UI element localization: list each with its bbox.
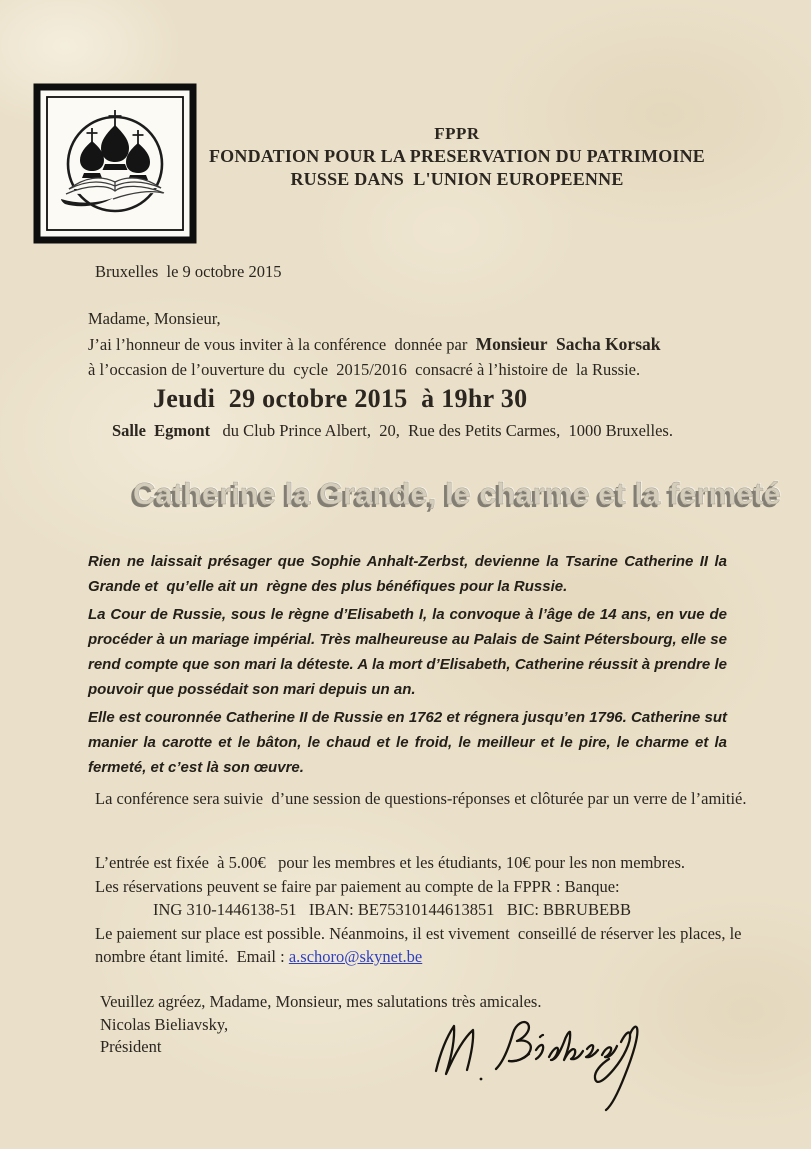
invitation-prefix: J’ai l’honneur de vous inviter à la conférence donnée par (88, 335, 476, 354)
conference-note: La conférence sera suivie d’une session de questions-réponses et clôturée par un verre de l’amitié. (95, 789, 747, 808)
payment-note (95, 922, 757, 969)
venue-name: Salle Egmont (112, 421, 211, 440)
invitation-line-2: à l’occasion de l’ouverture du cycle 2015/2016 consacré à l’histoire de la Russie. (88, 360, 641, 379)
event-datetime: Jeudi 29 octobre 2015 à 19hr 30 (153, 384, 528, 413)
signer-title: Président (100, 1037, 162, 1056)
email-link[interactable]: a.schoro@skynet.be (288, 947, 423, 966)
org-name-line2: RUSSE DANS L'UNION EUROPEENNE (290, 169, 624, 189)
abstract-paragraph: La Cour de Russie, sous le règne d’Elisabeth I, la convoque à l’âge de 14 ans, en vue de procéder à un mariage impérial. Très malheureuse au Palais de Saint Pétersbourg, elle se rend compte que son mari la déteste. A la mort d’Elisabeth, Catherine réussit à prendre le pouvoir que possédait son mari depuis un an. (88, 606, 732, 698)
abstract-paragraph: Rien ne laissait présager que Sophie Anhalt-Zerbst, devienne la Tsarine Catherine II la Grande et qu’elle ait un règne des plus bénéfiques pour la Russie. (88, 553, 732, 595)
closing-salutation: Veuillez agréez, Madame, Monsieur, mes salutations très amicales. (100, 992, 542, 1011)
letterhead (107, 122, 807, 191)
reservation-line: Les réservations peuvent se faire par paiement au compte de la FPPR : Banque: (95, 876, 620, 896)
speaker-name: Monsieur Sacha Korsak (475, 334, 661, 354)
handwritten-signature (423, 1000, 658, 1118)
abstract-paragraph: Elle est couronnée Catherine II de Russie en 1762 et régnera jusqu’en 1796. Catherine sut manier la carotte et le bâton, le chaud et le froid, le meilleur et le pire, le charme et la fermeté, et c’est là son œuvre. (88, 709, 732, 776)
salutation: Madame, Monsieur, (88, 309, 221, 328)
venue-line (112, 421, 673, 441)
dateline: Bruxelles le 9 octobre 2015 (95, 262, 282, 281)
signer-name: Nicolas Bieliavsky, (100, 1014, 229, 1034)
payment-note-text: Le paiement sur place est possible. Néanmoins, il est vivement conseillé de réserver les places, le nombre étant limité. Email : (95, 923, 746, 966)
venue-address: du Club Prince Albert, 20, Rue des Petits Carmes, 1000 Bruxelles. (210, 421, 673, 440)
fees-and-payment (95, 851, 757, 969)
lecture-title: Catherine la Grande, le charme et la fermeté (133, 476, 781, 511)
org-name-line1: FONDATION POUR LA PRESERVATION DU PATRIMOINE (208, 146, 706, 166)
invitation-line (88, 334, 661, 355)
org-acronym: FPPR (434, 124, 480, 143)
lecture-abstract (88, 549, 732, 783)
pricing-line: L’entrée est fixée à 5.00€ pour les membres et les étudiants, 10€ pour les non membres. (95, 853, 686, 872)
bank-details: ING 310-1446138-51 IBAN: BE75310144613851 BIC: BBRUBEBB (153, 900, 632, 919)
